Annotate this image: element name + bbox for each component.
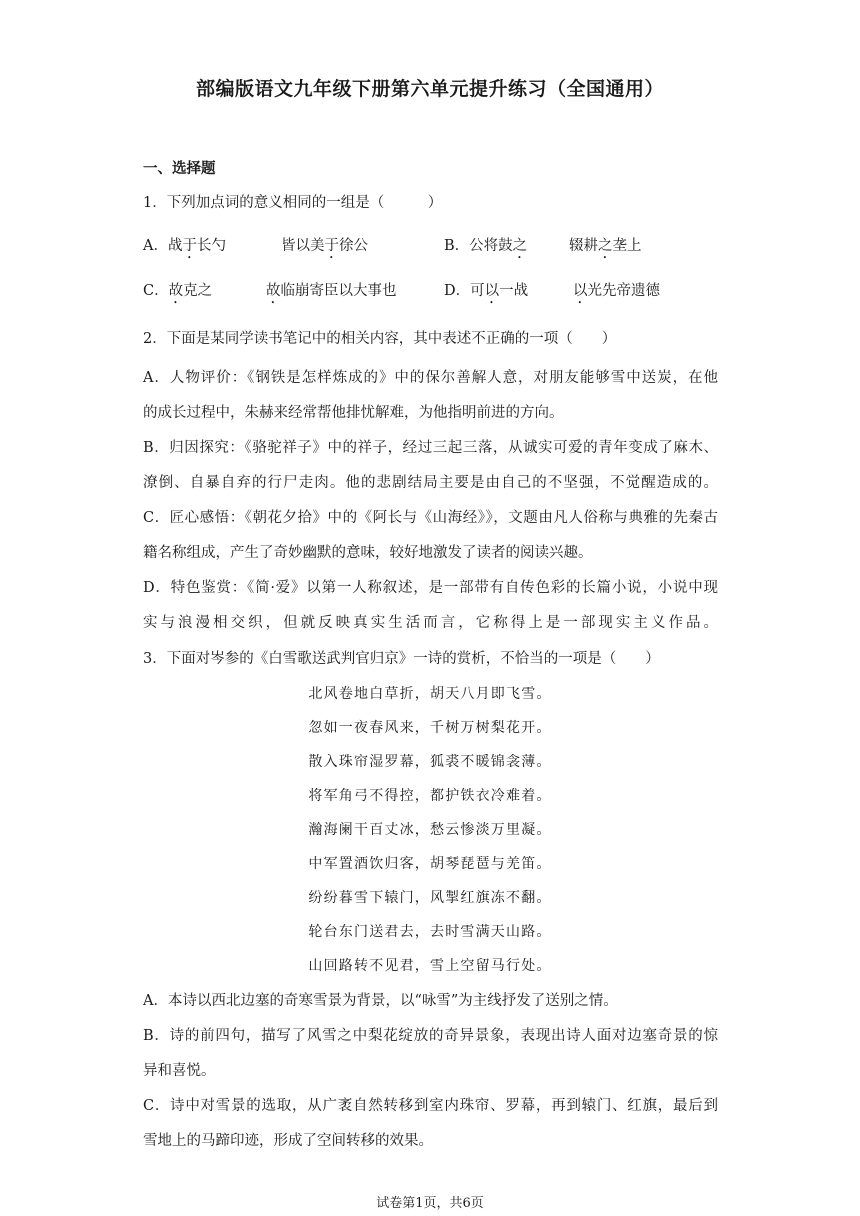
q1-option-b-label: B．公将鼓: [444, 238, 513, 254]
q1-option-d-dotted-word: 以: [484, 283, 500, 299]
q1-option-c-second: [266, 279, 397, 307]
q1-option-b2-rest: 垄上: [612, 238, 642, 254]
q1-option-a-label: A．战: [143, 238, 183, 254]
q1-option-b2-dotted-word: 之: [598, 238, 613, 254]
q1-option-d-second: [573, 279, 660, 307]
q1-option-d2-dotted-word: 以: [573, 283, 588, 299]
question-2-stem: 2．下面是某同学读书笔记中的相关内容，其中表述不正确的一项（ ）: [143, 331, 617, 347]
q2-option-d-line1: D．特色鉴赏：《简·爱》以第一人称叙述，是一部带有自传色彩的长篇小说，小说中现: [143, 580, 718, 596]
q3-option-c-line2: 雪地上的马蹄印迹，形成了空间转移的效果。: [143, 1133, 433, 1149]
q1-option-a: [143, 234, 226, 262]
q2-option-b-line2: 潦倒、自暴自弃的行尸走肉。他的悲剧结局主要是由自己的不坚强，不觉醒造成的。: [143, 475, 718, 491]
q1-option-b-dotted-word: 之: [512, 238, 528, 254]
q1-option-c: [143, 279, 212, 307]
q1-option-c2-dotted-word: 故: [266, 283, 281, 299]
page-footer: 试卷第1页，共6页: [376, 1196, 484, 1211]
question-1-stem: 1．下列加点词的意义相同的一组是（ ）: [143, 195, 443, 211]
q1-option-c-text: 克之: [183, 283, 213, 299]
poem-line: 忽如一夜春风来，千树万树梨花开。: [308, 720, 552, 736]
poem-line: 纷纷暮雪下辕门，风掣红旗冻不翻。: [308, 890, 552, 906]
page-title: 部编版语文九年级下册第六单元提升练习（全国通用）: [195, 78, 664, 100]
section-heading: 一、选择题: [143, 161, 216, 177]
q1-option-a-second: [281, 234, 368, 262]
q2-option-c-line1: C．匠心感悟：《朝花夕拾》中的《阿长与《山海经》》，文题由凡人俗称与典雅的先秦古: [143, 510, 718, 526]
q2-option-b-line1: B．归因探究：《骆驼祥子》中的祥子，经过三起三落，从诚实可爱的青年变成了麻木、: [143, 440, 718, 456]
q2-option-c-line2: 籍名称组成，产生了奇妙幽默的意味，较好地激发了读者的阅读兴趣。: [143, 545, 593, 561]
poem-line: 散入珠帘湿罗幕，狐裘不暖锦衾薄。: [308, 754, 552, 770]
poem-line: 瀚海阑干百丈冰，愁云惨淡万里凝。: [308, 822, 552, 838]
q3-option-a: A．本诗以西北边塞的奇寒雪景为背景，以“咏雪”为主线抒发了送别之情。: [143, 993, 618, 1009]
q1-option-a2-rest: 徐公: [339, 238, 368, 254]
poem-line: 轮台东门送君去，去时雪满天山路。: [308, 924, 552, 940]
q1-option-a2-dotted-word: 于: [324, 238, 339, 254]
poem-line: 山回路转不见君，雪上空留马行处。: [308, 958, 552, 974]
poem-line: 北风卷地白草折，胡天八月即飞雪。: [308, 686, 552, 702]
q3-option-b-line2: 异和喜悦。: [143, 1063, 216, 1079]
q1-option-c-dotted-word: 故: [168, 283, 184, 299]
q1-option-d2-text: 光先帝遗德: [587, 283, 660, 299]
q1-option-d-text: 一战: [499, 283, 529, 299]
q2-option-d-line2: 实与浪漫相交织，但就反映真实生活而言，它称得上是一部现实主义作品。: [143, 615, 718, 631]
q1-option-a2-text: 皆以美: [281, 238, 325, 254]
q1-option-b: [444, 234, 527, 262]
q1-option-a-dotted-word: 于: [182, 238, 197, 254]
q1-option-b-second: [569, 234, 642, 262]
q2-option-a-line1: A．人物评价：《钢铁是怎样炼成的》中的保尔善解人意，对朋友能够雪中送炭，在他: [143, 370, 718, 386]
q1-option-c2-text: 临崩寄臣以大事也: [280, 283, 397, 299]
q1-option-d: [444, 279, 528, 307]
q3-option-b-line1: B．诗的前四句，描写了风雪之中梨花绽放的奇异景象，表现出诗人面对边塞奇景的惊: [143, 1028, 718, 1044]
question-3-stem: 3．下面对岑参的《白雪歌送武判官归京》一诗的赏析，不恰当的一项是（ ）: [143, 651, 660, 667]
q2-option-a-line2: 的成长过程中，朱赫来经常帮他排忧解难，为他指明前进的方向。: [143, 405, 564, 421]
q1-option-a-text: 长勺: [196, 238, 226, 254]
q1-option-c-label: C．: [143, 283, 169, 299]
poem-line: 将军角弓不得控，都护铁衣冷难着。: [308, 788, 552, 804]
q1-option-d-label: D．可: [444, 283, 485, 299]
poem-line: 中军置酒饮归客，胡琴琵琶与羌笛。: [308, 856, 552, 872]
q3-option-c-line1: C．诗中对雪景的选取，从广袤自然转移到室内珠帘、罗幕，再到辕门、红旗，最后到: [143, 1098, 718, 1114]
q1-option-b2-text: 辍耕: [569, 238, 598, 254]
